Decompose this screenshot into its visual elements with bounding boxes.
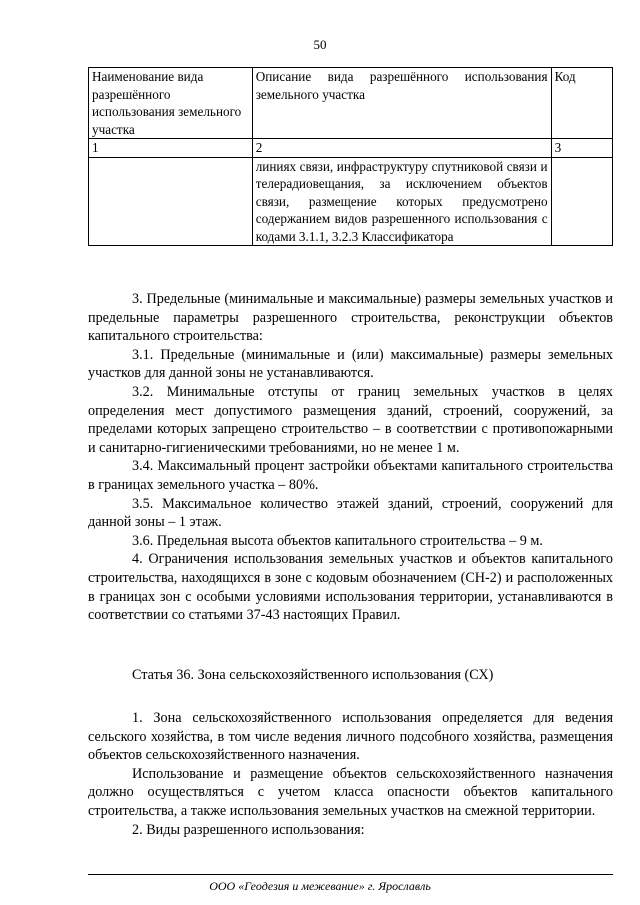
paragraph: 1. Зона сельскохозяйственного использования определяется для ведения сельского хозяйства, в том числе ведения личного подсобного хозяйства, размещения объектов сельскохозяйственного назначения. (88, 710, 613, 764)
table-cell-name (89, 157, 253, 246)
footer: ООО «Геодезия и межевание» г. Ярославль (209, 879, 431, 893)
table-cell-description: линиях связи, инфраструктуру спутниковой связи и телерадиовещания, за исключением объектов связи, размещение которых предусмотрено содержанием видов разрешенного использования с кодами 3.1.1, 3.2.3 Классификатора (252, 157, 551, 246)
table-number-row (89, 139, 613, 158)
table-header-code: Код (551, 68, 612, 139)
table-col-number-2: 2 (252, 139, 551, 158)
table-col-number-3: 3 (551, 139, 612, 158)
paragraph: 3. Предельные (минимальные и максимальные) размеры земельных участков и предельные параметры разрешенного строительства, реконструкции объектов капитального строительства: (88, 291, 613, 345)
page-number: 50 (313, 37, 327, 52)
paragraph: 3.2. Минимальные отступы от границ земельных участков в целях определения мест допустимого размещения зданий, строений, сооружений, за пределами которых запрещено строительство – в соответствии с противопожарными и санитарно-гигиеническими требованиями, но не менее 1 м. (88, 383, 613, 456)
article-title: Статья 36. Зона сельскохозяйственного использования (СХ) (132, 667, 494, 683)
paragraph: 3.5. Максимальное количество этажей зданий, строений, сооружений для данной зоны – 1 этаж. (88, 495, 613, 531)
table-header-row (89, 68, 613, 139)
paragraph: Использование и размещение объектов сельскохозяйственного назначения должно осуществляться с учетом класса опасности объектов капитального строительства, а также использования земельных участков на смежной территории. (88, 765, 613, 819)
paragraph: 3.4. Максимальный процент застройки объектами капитального строительства в границах земельного участка – 80%. (88, 458, 613, 493)
table-cell-code (551, 157, 612, 246)
paragraph: 4. Ограничения использования земельных участков и объектов капитального строительства, находящихся в зоне с кодовым обозначением (СН-2) и расположенных в границах зон с особыми условиями использования территории, устанавливаются в соответствии со статьями 37-43 настоящих Правил. (88, 551, 613, 624)
table-header-name: Наименование вида разрешённого использования земельного участка (89, 68, 253, 139)
footer-divider (88, 874, 613, 875)
paragraph: 2. Виды разрешенного использования: (132, 821, 365, 838)
paragraph: 3.1. Предельные (минимальные и (или) максимальные) размеры земельных участков для данной зоны не устанавливаются. (88, 346, 613, 382)
limits-section (88, 290, 613, 625)
table-row (89, 157, 613, 246)
paragraph: 3.6. Предельная высота объектов капитального строительства – 9 м. (132, 532, 543, 549)
land-use-table (88, 67, 613, 246)
table-col-number-1: 1 (89, 139, 253, 158)
table-header-description: Описание вида разрешённого использования земельного участка (252, 68, 551, 139)
agricultural-zone-section (88, 709, 613, 839)
